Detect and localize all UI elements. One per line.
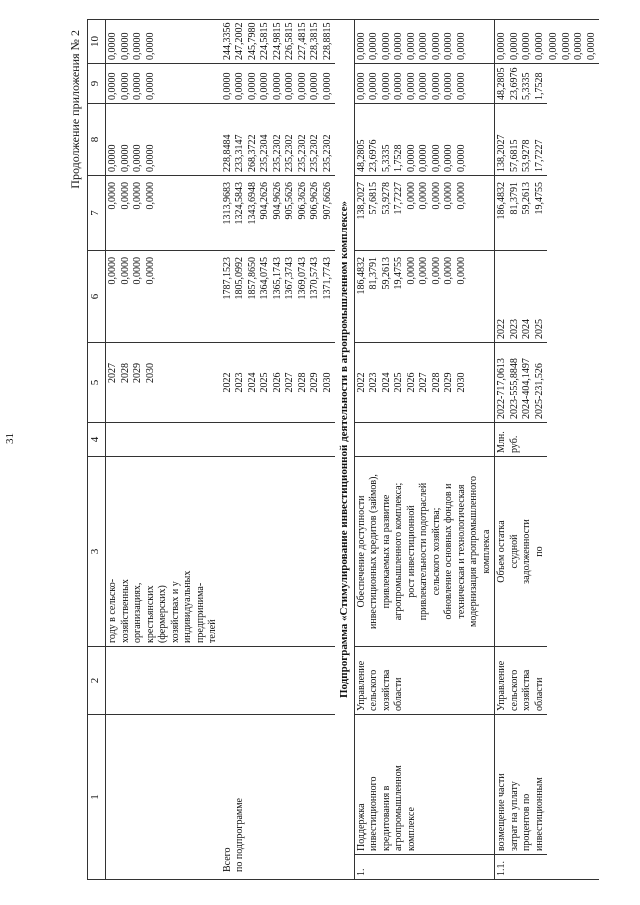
- cell-line: Управление: [496, 660, 507, 711]
- cell-line: хозяйства: [521, 669, 532, 711]
- col-header-3: 3: [88, 457, 106, 647]
- cell-value: 0,0000: [132, 182, 143, 210]
- cell-value: 1857,8650: [246, 257, 258, 300]
- cell-value: 0,0000: [393, 72, 404, 100]
- cell-value: 2027: [418, 372, 429, 393]
- cell-value: 1343,6948: [246, 182, 258, 225]
- cell-line: процентов по: [521, 793, 532, 851]
- col7-cell: [354, 176, 495, 251]
- cell-value: 227,4815: [296, 22, 308, 60]
- cell-value: 1364,0745: [259, 257, 270, 300]
- cell-value: 48,2805: [496, 67, 507, 100]
- cell-value: 2029: [132, 363, 143, 383]
- cell-value: 0,0000: [405, 182, 417, 210]
- cell-value: 1371,7743: [321, 257, 333, 300]
- cell-value: 0,0000: [455, 182, 467, 210]
- cell-value: 186,4832: [496, 182, 507, 220]
- cell-value: 2028: [430, 372, 442, 393]
- col-header-1: 1: [88, 715, 106, 880]
- cell-value: 0,0000: [246, 72, 258, 100]
- cell-line: инвестиционным: [533, 777, 545, 851]
- cell-value: 2024: [246, 372, 258, 393]
- target-values-cell: [495, 343, 548, 423]
- cell-value: 59,2613: [380, 257, 392, 290]
- cell-value: 0,0000: [119, 182, 131, 210]
- header-row: [88, 20, 106, 880]
- cell-value: 0,0000: [380, 32, 392, 60]
- cell-line: кредитования в: [380, 785, 392, 851]
- cell-value: 244,3356: [221, 22, 233, 60]
- cell-value: [107, 363, 156, 383]
- cell-value: 226,5815: [284, 22, 295, 60]
- year-cell: [221, 343, 336, 423]
- cell-value: 0,0000: [418, 32, 429, 60]
- cell-value: 57,6815: [368, 182, 379, 215]
- cell-value: 0,0000: [418, 182, 429, 210]
- row-1-1-tail: [547, 20, 599, 880]
- cell-value: 57,6815: [508, 139, 520, 172]
- cell-value: 0,0000: [284, 72, 295, 100]
- cell-value: 0,0000: [380, 72, 392, 100]
- cell-line: индивидуальных: [182, 570, 193, 643]
- cell-line: затрат на уплату: [508, 781, 520, 851]
- cell-value: 0,0000: [418, 144, 429, 172]
- cell-value: 0,0000: [560, 32, 572, 60]
- cell-line: агропромышленном: [393, 765, 404, 851]
- cell-line: инвестиционных кредитов (займов),: [368, 474, 379, 629]
- cell-value: 0,0000: [418, 257, 429, 285]
- cell-line: привлекаемых на развитие: [380, 494, 392, 609]
- col9-cell: [354, 64, 495, 104]
- cell-value: 906,3626: [296, 182, 308, 220]
- cell-value: 0,0000: [144, 32, 156, 60]
- cell-value: 233,3147: [234, 134, 245, 172]
- cell-value: 2030: [455, 372, 467, 393]
- program-table: [87, 19, 599, 880]
- measure-name: [354, 715, 495, 855]
- result-cell: [354, 457, 495, 647]
- cell-value: 0,0000: [296, 72, 308, 100]
- cell-value: 2029: [443, 372, 454, 393]
- col-header-5: 5: [88, 343, 106, 423]
- cell-value: 138,2027: [496, 134, 507, 172]
- cell-value: 0,0000: [234, 72, 245, 100]
- cell-value: 2022: [496, 319, 507, 339]
- cell-value: 0,0000: [430, 182, 442, 210]
- cell-value: [107, 346, 156, 419]
- cell-value: 0,0000: [132, 257, 143, 285]
- cell-value: 247,2002: [234, 22, 245, 60]
- cell-value: 0,0000: [548, 32, 559, 60]
- cell-value: 2022: [355, 372, 367, 393]
- cell-line: сельского: [368, 669, 379, 711]
- col8-cell: [495, 104, 548, 176]
- cell-value: 59,2613: [521, 182, 532, 215]
- cell-value: 2024: [380, 372, 392, 393]
- cell-value: 1370,5743: [309, 257, 320, 300]
- col10-cell: [354, 20, 495, 64]
- cell-value: 2030: [144, 363, 156, 383]
- cell-value: 0,0000: [443, 32, 454, 60]
- cell-value: 2026: [271, 372, 283, 393]
- cell-line: сельского: [508, 669, 520, 711]
- col9-cell: [106, 64, 221, 104]
- cell-value: 2023: [234, 372, 245, 393]
- cell-value: 224,9815: [271, 22, 283, 60]
- cell-value: 2024-404,1497: [521, 358, 532, 419]
- col-header-9: 9: [88, 64, 106, 104]
- cell-value: 0,0000: [430, 72, 442, 100]
- cell-value: 2028: [296, 372, 308, 393]
- cell-line: Поддержка: [355, 803, 367, 851]
- cell-value: 268,3722: [246, 134, 258, 172]
- cell-value: 0,0000: [455, 32, 467, 60]
- cell-line: сельского хозяйства;: [430, 507, 442, 596]
- cell-value: 5,3335: [521, 72, 532, 100]
- cell-value: 228,3815: [309, 22, 320, 60]
- cell-line: Всего: [221, 847, 233, 872]
- cell-value: 2027: [107, 363, 118, 383]
- cell-line: агропромышленного комплекса;: [393, 482, 404, 621]
- cell-line: комплексе: [405, 807, 417, 851]
- year-cell: [106, 343, 221, 423]
- cell-value: 138,2027: [355, 182, 367, 220]
- cell-value: 0,0000: [144, 182, 156, 210]
- unit-cell: [495, 423, 548, 457]
- cell-value: 0,0000: [443, 72, 454, 100]
- cell-line: комплекса: [480, 529, 492, 574]
- cell-value: 0,0000: [132, 72, 143, 100]
- cell-line: Обеспечение доступности: [355, 495, 367, 608]
- continuation-row: [106, 20, 221, 880]
- cell-value: 0,0000: [132, 32, 143, 60]
- cell-value: 0,0000: [107, 144, 118, 172]
- year-cell: [354, 343, 495, 423]
- cell-value: 0,0000: [107, 32, 118, 60]
- row-number: 1.1.: [495, 855, 548, 880]
- cell-value: 905,5626: [284, 182, 295, 220]
- col10-cell: [495, 20, 548, 64]
- cell-line: инвестиционного: [368, 776, 379, 851]
- cell-value: 0,0000: [533, 32, 545, 60]
- year-cell: [495, 251, 548, 343]
- col6-cell: [106, 251, 221, 343]
- cell-value: 1367,3743: [284, 257, 295, 300]
- cell-value: 2025-231,526: [533, 363, 545, 419]
- cell-value: 0,0000: [393, 32, 404, 60]
- cell-line: привлекательности подотраслей: [418, 482, 429, 621]
- cell-value: 235,2302: [271, 134, 283, 172]
- cell-value: 904,2626: [259, 182, 270, 220]
- cell-value: 0,0000: [405, 32, 417, 60]
- cell-value: 81,3791: [368, 257, 379, 290]
- cell-value: 235,2302: [284, 134, 295, 172]
- cell-line: хозяйствах и у: [169, 581, 181, 643]
- cell-value: 904,9626: [271, 182, 283, 220]
- cell-line: крестьянских: [144, 585, 156, 643]
- cell-value: 0,0000: [368, 72, 379, 100]
- cell-line: Управление: [355, 660, 367, 711]
- cell-value: 0,0000: [221, 72, 233, 100]
- cell-value: 228,8484: [221, 134, 233, 172]
- cell-line: (фермерских): [157, 585, 168, 643]
- cell-value: 0,0000: [119, 144, 131, 172]
- col7-cell: [221, 176, 336, 251]
- col10-cell: [221, 20, 336, 64]
- col-header-6: 6: [88, 251, 106, 343]
- cell-value: 0,0000: [119, 32, 131, 60]
- cell-value: 0,0000: [455, 144, 467, 172]
- cell-value: 0,0000: [119, 72, 131, 100]
- cell-value: 53,9278: [521, 139, 532, 172]
- col9-cell: [221, 64, 336, 104]
- cell-value: 2030: [321, 372, 333, 393]
- col6-cell: [354, 251, 495, 343]
- cell-value: 1324,5843: [234, 182, 245, 225]
- cell-line: техническая и технологическая: [455, 484, 467, 619]
- cell-value: 2024: [521, 319, 532, 339]
- cell-value: 23,6976: [508, 67, 520, 100]
- cell-line: году в сельско-: [107, 578, 118, 643]
- cell-value: 2028: [119, 363, 131, 383]
- cell-value: 186,4832: [355, 257, 367, 295]
- cell-value: 0,0000: [573, 32, 584, 60]
- col-header-4: 4: [88, 423, 106, 457]
- cell-value: 235,2304: [259, 134, 270, 172]
- row-number: 1.: [354, 855, 495, 880]
- cell-value: 0,0000: [455, 72, 467, 100]
- col8-cell: [221, 104, 336, 176]
- cell-value: 0,0000: [585, 32, 597, 60]
- cell-line: модернизация агропромышленного: [468, 476, 479, 627]
- total-row: [221, 20, 336, 880]
- page-number: 31: [4, 433, 16, 444]
- cell-value: 0,0000: [107, 182, 118, 210]
- cell-value: 0,0000: [405, 257, 417, 285]
- cell-value: [107, 383, 120, 419]
- cell-line: области: [393, 677, 404, 711]
- subprogram-row: [335, 20, 354, 880]
- cell-value: 17,7227: [393, 182, 404, 215]
- col8-cell: [106, 104, 221, 176]
- cell-value: 81,3791: [508, 182, 520, 215]
- cell-line: по подпрограмме: [234, 798, 245, 872]
- cell-value: 0,0000: [430, 144, 442, 172]
- cell-value: 907,6626: [321, 182, 333, 220]
- cell-line: предпринима-: [194, 582, 206, 643]
- cell-value: 0,0000: [430, 257, 442, 285]
- cell-value: 1805,0992: [234, 257, 245, 300]
- indicator-cell: [495, 457, 548, 647]
- cell-value: 2025: [259, 372, 270, 393]
- cell-value: 23,6976: [368, 139, 379, 172]
- cell-value: 2027: [284, 372, 295, 393]
- cell-value: 0,0000: [455, 257, 467, 285]
- cell-value: 53,9278: [380, 182, 392, 215]
- cell-line: Млн.: [496, 431, 507, 453]
- cell-line: обновление основных фондов и: [443, 483, 454, 620]
- cell-value: 2029: [309, 372, 320, 393]
- cell-line: по: [533, 546, 545, 557]
- cell-value: 0,0000: [405, 72, 417, 100]
- cell-value: 48,2805: [355, 139, 367, 172]
- cell-line: области: [533, 677, 545, 711]
- cell-line: Объем остатка: [496, 520, 507, 583]
- cell-value: 0,0000: [107, 257, 118, 285]
- total-label: [221, 715, 336, 880]
- cell-value: 0,0000: [132, 144, 143, 172]
- cell-value: 2023: [508, 319, 520, 339]
- col7-cell: [495, 176, 548, 251]
- cell-value: 0,0000: [430, 32, 442, 60]
- cell-value: 2025: [533, 319, 545, 339]
- col-header-10: 10: [88, 20, 106, 64]
- cell-value: 2025: [393, 372, 404, 393]
- cell-value: 2022: [221, 372, 233, 393]
- cell-line: задолженности: [521, 519, 532, 584]
- cell-value: 0,0000: [418, 72, 429, 100]
- col10-cell-extra: [547, 20, 599, 64]
- indicator-cell: [106, 457, 221, 647]
- cell-value: 0,0000: [443, 257, 454, 285]
- cell-value: 0,0000: [107, 72, 118, 100]
- cell-value: 5,3335: [380, 144, 392, 172]
- appendix-note: Продолжение приложения № 2: [68, 30, 82, 189]
- cell-line: хозяйства: [380, 669, 392, 711]
- cell-value: 1787,1523: [221, 257, 233, 300]
- col7-cell: [106, 176, 221, 251]
- cell-value: 0,0000: [144, 72, 156, 100]
- cell-value: 0,0000: [443, 182, 454, 210]
- cell-value: 0,0000: [259, 72, 270, 100]
- cell-value: 0,0000: [443, 144, 454, 172]
- cell-value: 19,4755: [533, 182, 545, 215]
- col-header-2: 2: [88, 647, 106, 715]
- cell-value: 2022-717,0613: [496, 358, 507, 419]
- cell-value: 0,0000: [508, 32, 520, 60]
- cell-value: 0,0000: [271, 72, 283, 100]
- col10-cell: [106, 20, 221, 64]
- responsible-cell: [354, 647, 495, 715]
- cell-line: ссудной: [508, 534, 520, 569]
- cell-value: 0,0000: [321, 72, 333, 100]
- cell-value: 235,2302: [309, 134, 320, 172]
- cell-value: 0,0000: [144, 257, 156, 285]
- cell-line: организациях,: [132, 582, 143, 643]
- measure-name: [495, 715, 548, 855]
- cell-value: 1313,9683: [221, 182, 233, 225]
- cell-value: 0,0000: [119, 257, 131, 285]
- cell-value: 235,2302: [321, 134, 333, 172]
- cell-value: 906,9626: [309, 182, 320, 220]
- col8-cell: [354, 104, 495, 176]
- cell-line: рост инвестиционной: [405, 505, 417, 598]
- cell-value: 2026: [405, 372, 417, 393]
- cell-value: 19,4755: [393, 257, 404, 290]
- subprogram-title: Подпрограмма «Стимулирование инвестиционной деятельности в агропромышленном комплексе»: [335, 20, 354, 880]
- row-1: [354, 20, 495, 880]
- cell-value: 0,0000: [309, 72, 320, 100]
- cell-line: хозяйственных: [119, 579, 131, 643]
- cell-value: 1,7528: [533, 72, 545, 100]
- cell-value: 2023: [368, 372, 379, 393]
- cell-line: телей: [207, 619, 218, 643]
- cell-value: 1,7528: [393, 144, 404, 172]
- cell-value: 0,0000: [355, 72, 367, 100]
- cell-value: 0,0000: [144, 144, 156, 172]
- rotated-page: [60, 22, 620, 885]
- cell-line: возмещение части: [496, 773, 507, 851]
- cell-line: руб.: [508, 435, 520, 453]
- row-1-1: [495, 20, 548, 880]
- cell-value: 224,5815: [259, 22, 270, 60]
- cell-value: 17,7227: [533, 139, 545, 172]
- cell-value: 0,0000: [368, 32, 379, 60]
- responsible-cell: [495, 647, 548, 715]
- col-header-8: 8: [88, 104, 106, 176]
- cell-value: 1369,0743: [296, 257, 308, 300]
- cell-value: 0,0000: [355, 32, 367, 60]
- cell-value: 2023-555,8848: [508, 358, 520, 419]
- col9-cell: [495, 64, 548, 104]
- cell-value: 228,8815: [321, 22, 333, 60]
- cell-value: 235,2302: [296, 134, 308, 172]
- cell-value: 0,0000: [521, 32, 532, 60]
- cell-value: 1365,1743: [271, 257, 283, 300]
- cell-value: 0,0000: [496, 32, 507, 60]
- cell-value: 245,7980: [246, 22, 258, 60]
- col-header-7: 7: [88, 176, 106, 251]
- col6-cell: [221, 251, 336, 343]
- cell-value: 0,0000: [405, 144, 417, 172]
